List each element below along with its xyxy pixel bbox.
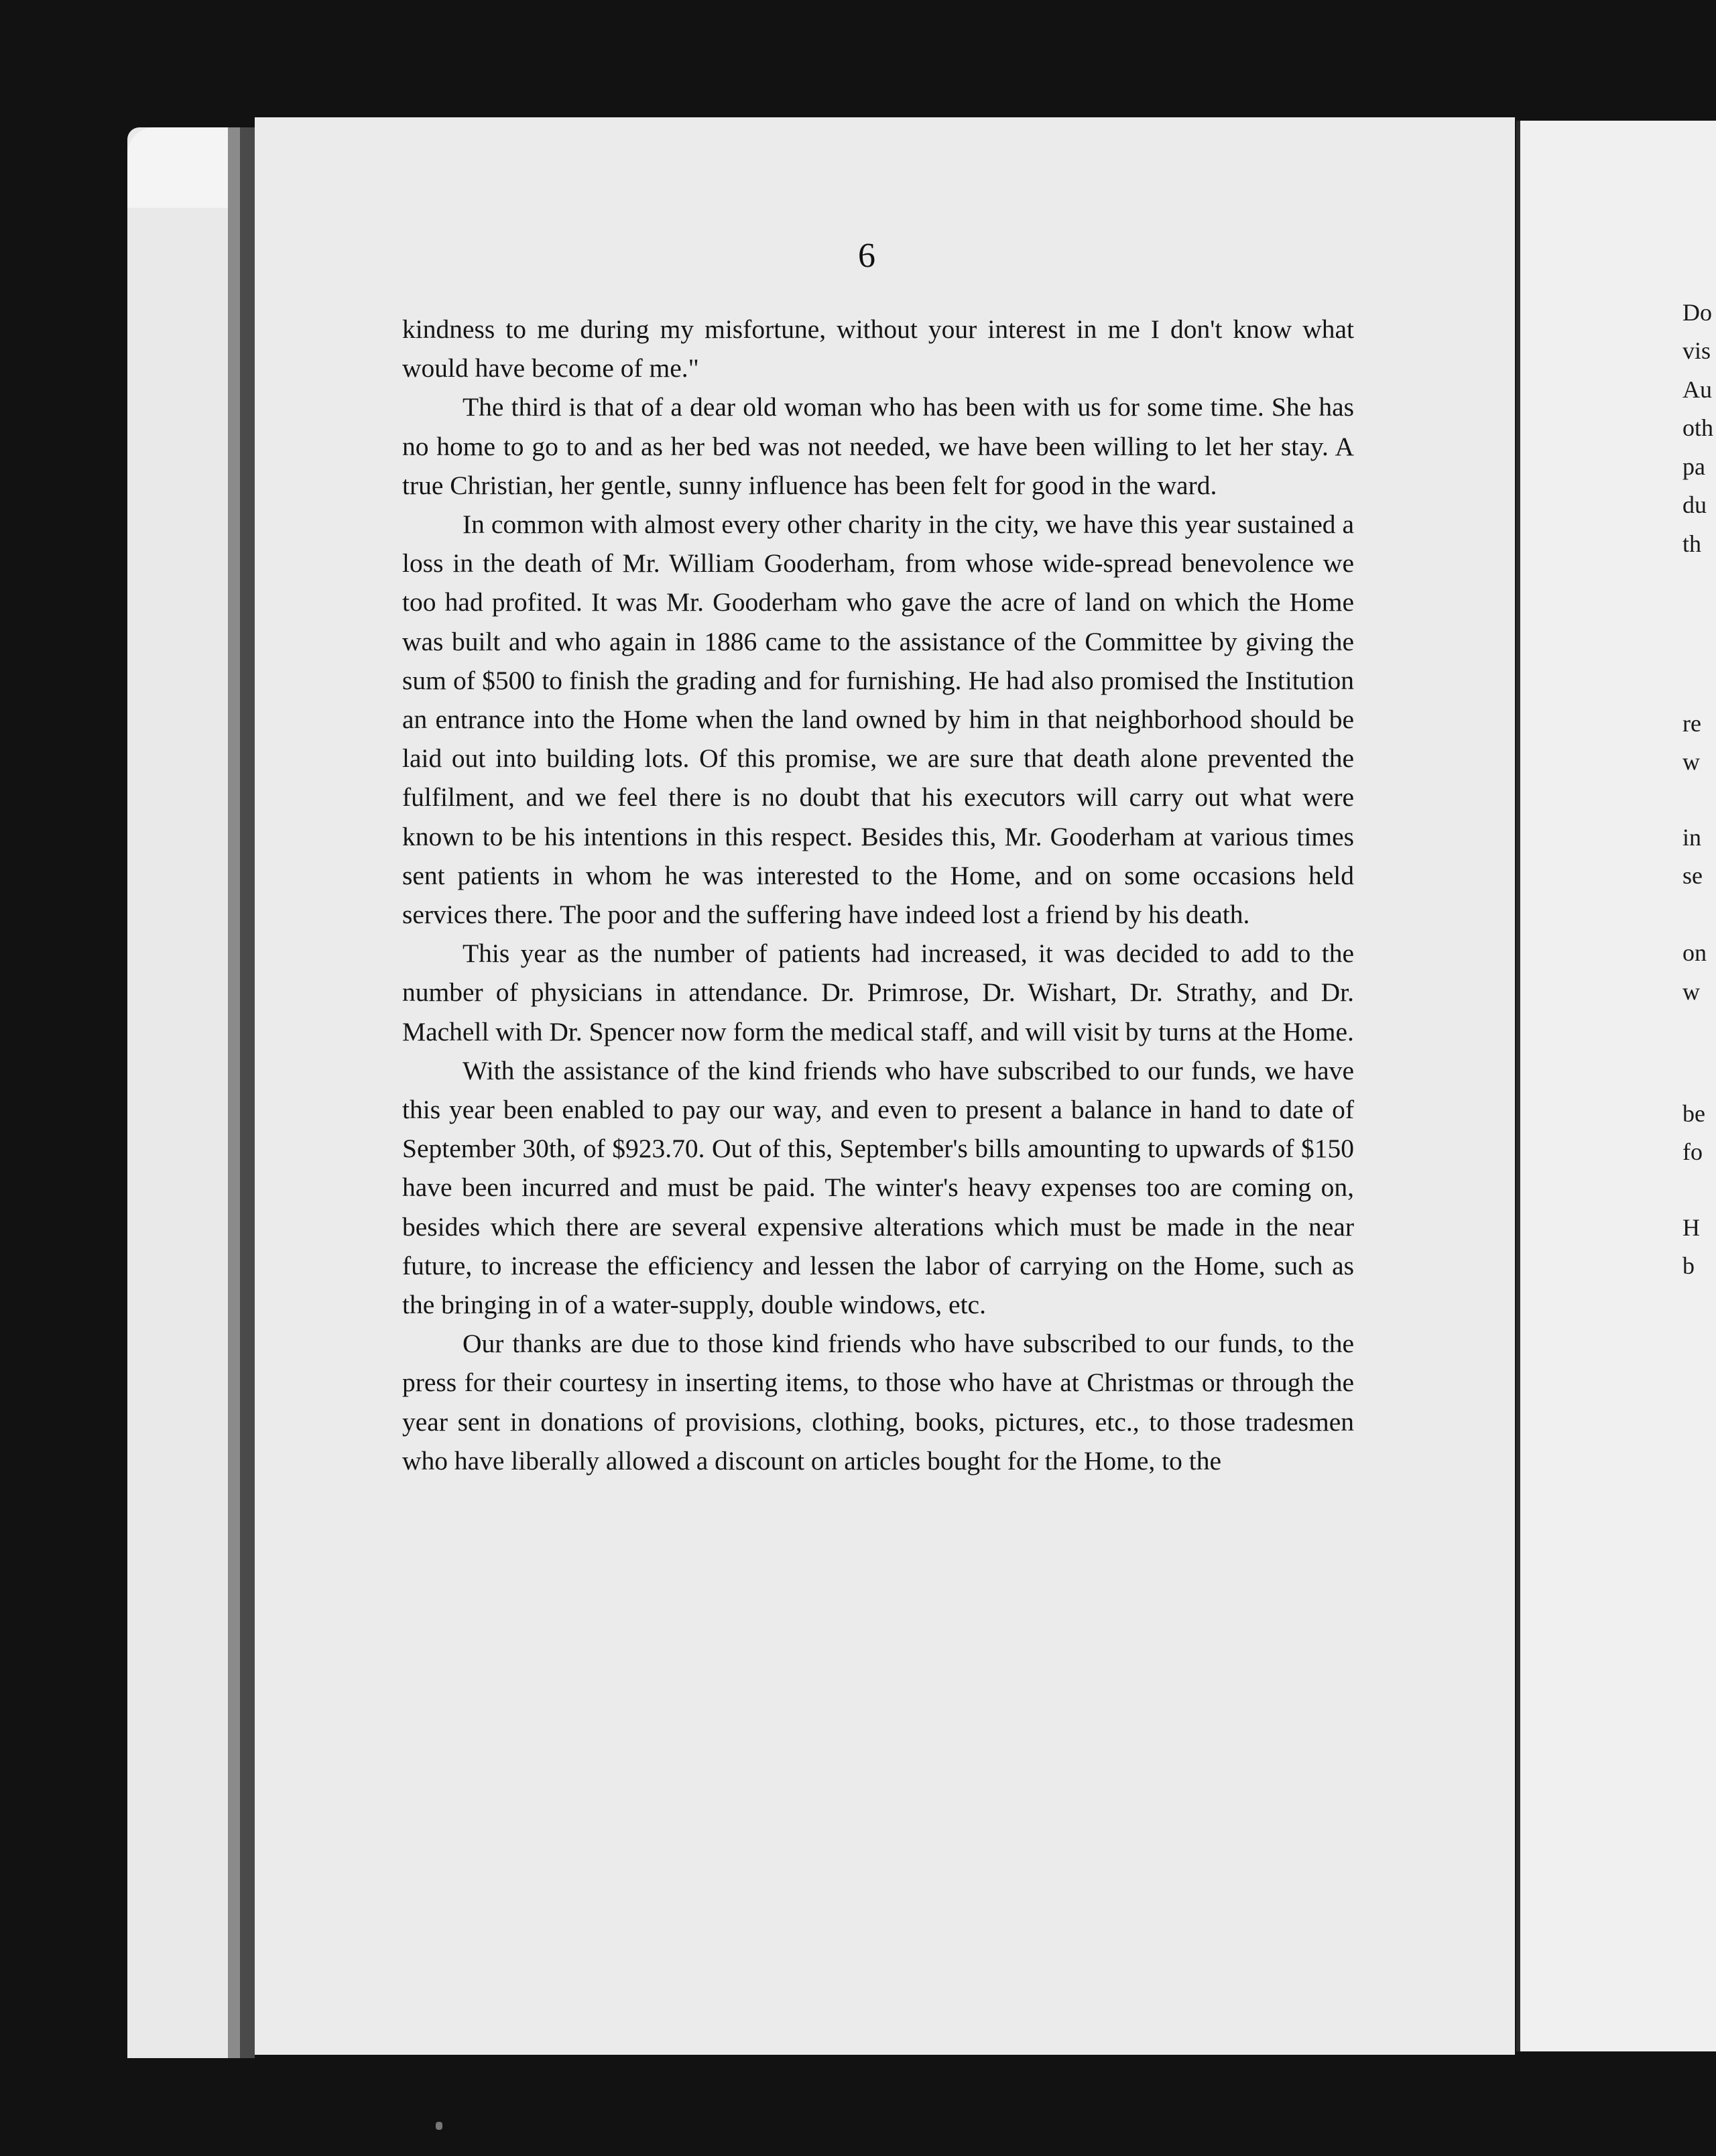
facing-page-fragment: Au bbox=[1682, 376, 1712, 403]
facing-page-fragment: pa bbox=[1682, 453, 1705, 480]
page-number: 6 bbox=[858, 237, 875, 275]
dust-speck bbox=[436, 2122, 442, 2130]
book-binding-edge bbox=[127, 127, 255, 2058]
facing-page-fragment: be bbox=[1682, 1100, 1705, 1127]
binding-gutter bbox=[240, 127, 255, 2058]
facing-page-fragment: th bbox=[1682, 530, 1702, 557]
paragraph: kindness to me during my misfortune, without your interest in me I don't know what would have become of me." bbox=[402, 314, 1354, 383]
facing-page-fragment: Do bbox=[1682, 299, 1712, 326]
page-body bbox=[402, 310, 1354, 1480]
torn-corner bbox=[127, 127, 228, 208]
facing-page-fragment: w bbox=[1682, 748, 1700, 775]
facing-page-fragment: du bbox=[1682, 491, 1707, 518]
facing-page-fragment: b bbox=[1682, 1252, 1695, 1279]
paragraph: With the assistance of the kind friends who have subscribed to our funds, we have this year been enabled to pay our way, and even to present a balance in hand to date of September 30th, of $923.70. Out of this, September's bills amounting to upwards of $150 have been incurred and must be paid. The winter's heavy expenses too are coming on, besides which there are several expensive alterations which must be made in the near future, to increase the efficiency and lessen the labor of carrying on the Home, such as the bringing in of a water-supply, double windows, etc. bbox=[402, 1055, 1354, 1320]
facing-page-fragment: se bbox=[1682, 862, 1703, 889]
facing-page-fragment: oth bbox=[1682, 414, 1714, 441]
paragraph: The third is that of a dear old woman who has been with us for some time. She has no home to go to and as her bed was not needed, we have been willing to let her stay. A true Christian, her gentle, sunny influence has been felt for good in the ward. bbox=[402, 392, 1354, 500]
facing-page bbox=[1516, 121, 1716, 2051]
facing-page-fragment: vis bbox=[1682, 337, 1711, 364]
facing-page-fragment: re bbox=[1682, 710, 1701, 737]
facing-page-fragment: H bbox=[1682, 1214, 1700, 1241]
paragraph: In common with almost every other charity in the city, we have this year sustained a loss in the death of Mr. William Gooderham, from whose wide-spread benevolence we too had profited. It was Mr. Gooderham who gave the acre of land on which the Home was built and who again in 1886 came to the assistance of the Committee by giving the sum of $500 to finish the grading and for furnishing. He had also promised the Institution an entrance into the Home when the land owned by him in that neighborhood should be laid out into building lots. Of this promise, we are sure that death alone prevented the fulfilment, and we feel there is no doubt that his executors will carry out what were known to be his intentions in this respect. Besides this, Mr. Gooderham at various times sent patients in whom he was interested to the Home, and on some occasions held services there. The poor and the suffering have indeed lost a friend by his death. bbox=[402, 510, 1354, 930]
paragraph: This year as the number of patients had increased, it was decided to add to the number of physicians in attendance. Dr. Primrose, Dr. Wishart, Dr. Strathy, and Dr. Machell with Dr. Spencer now form the medical staff, and will visit by turns at the Home. bbox=[402, 939, 1354, 1046]
binding-shadow bbox=[228, 127, 240, 2058]
paragraph: Our thanks are due to those kind friends who have subscribed to our funds, to the press for their courtesy in inserting items, to those who have at Christmas or through the year sent in donations of provisions, clothing, books, pictures, etc., to those tradesmen who have liberally allowed a discount on articles bought for the Home, to the bbox=[402, 1329, 1354, 1476]
facing-page-fragment: w bbox=[1682, 978, 1700, 1005]
facing-page-fragment: in bbox=[1682, 824, 1702, 851]
facing-page-fragment: on bbox=[1682, 939, 1707, 966]
facing-page-fragment: fo bbox=[1682, 1138, 1703, 1165]
